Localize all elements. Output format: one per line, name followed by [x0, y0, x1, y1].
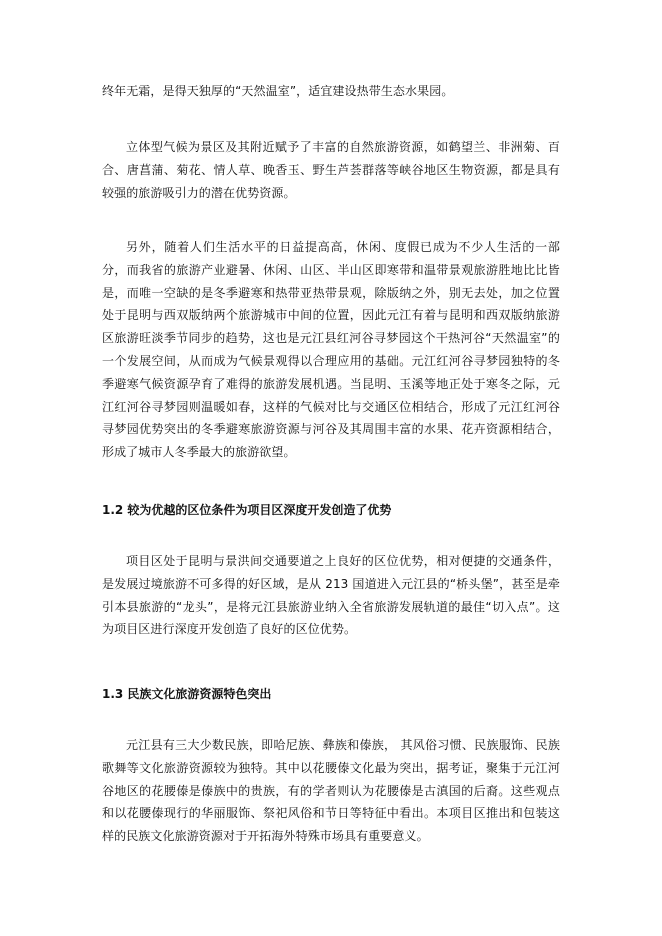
paragraph-tourism-opportunity: 另外，随着人们生活水平的日益提高高，休闲、度假已成为不少人生活的一部分，而我省的旅游产业避暑、休闲、山区、半山区即寒带和温带景观旅游胜地比比皆是，而唯一空缺的是冬季避寒和热带亚热带景观，除版纳之外，别无去处，加之位置处于昆明与西双版纳两个旅游城市中间的位置，因此元江有着与昆明和西双版纳旅游区旅游旺淡季节同步的趋势，这也是元江县红河谷寻梦园这个干热河谷“天然温室”的一个发展空间，从而成为气候景观得以合理应用的基础。元江红河谷寻梦园独特的冬季避寒气候资源孕育了难得的旅游发展机遇。当昆明、玉溪等地正处于寒冬之际，元江红河谷寻梦园则温暖如春，这样的气候对比与交通区位相结合，形成了元江红河谷寻梦园优势突出的冬季避寒旅游资源与河谷及其周围丰富的水果、花卉资源相结合，形成了城市人冬季最大的旅游欲望。 — [102, 240, 560, 460]
paragraph-location-advantage: 项目区处于昆明与景洪间交通要道之上良好的区位优势，相对便捷的交通条件，是发展过境旅游不可多得的好区域，是从 213 国道进入元江县的“桥头堡”，甚至是牵引本县旅游的“龙头”，是将元江县旅游业纳入全省旅游发展轨道的最佳“切入点”。这为项目区进行深度开发创造了良好的区位优势。 — [102, 554, 560, 637]
paragraph-climate-end: 终年无霜，是得天独厚的“天然温室”，适宜建设热带生态水果园。 — [102, 84, 454, 98]
section-heading-ethnic-culture: 1.3 民族文化旅游资源特色突出 — [102, 687, 272, 701]
paragraph-natural-resources: 立体型气候为景区及其附近赋予了丰富的自然旅游资源，如鹤望兰、非洲菊、百合、唐菖蒲、菊花、情人草、晚香玉、野生芦荟群落等峡谷地区生物资源，都是具有较强的旅游吸引力的潜在优势资源。 — [102, 140, 560, 200]
section-heading-location-advantage: 1.2 较为优越的区位条件为项目区深度开发创造了优势 — [102, 503, 392, 517]
paragraph-ethnic-culture: 元江县有三大少数民族，即哈尼族、彝族和傣族， 其风俗习惯、民族服饰、民族歌舞等文化旅游资源较为独特。其中以花腰傣文化最为突出，据考证，聚集于元江河谷地区的花腰傣是傣族中的贵族，有的学者则认为花腰傣是古滇国的后裔。这些观点和以花腰傣现行的华丽服饰、祭祀风俗和节日等特征中看出。本项目区推出和包装这样的民族文化旅游资源对于开拓海外特殊市场具有重要意义。 — [102, 738, 560, 844]
